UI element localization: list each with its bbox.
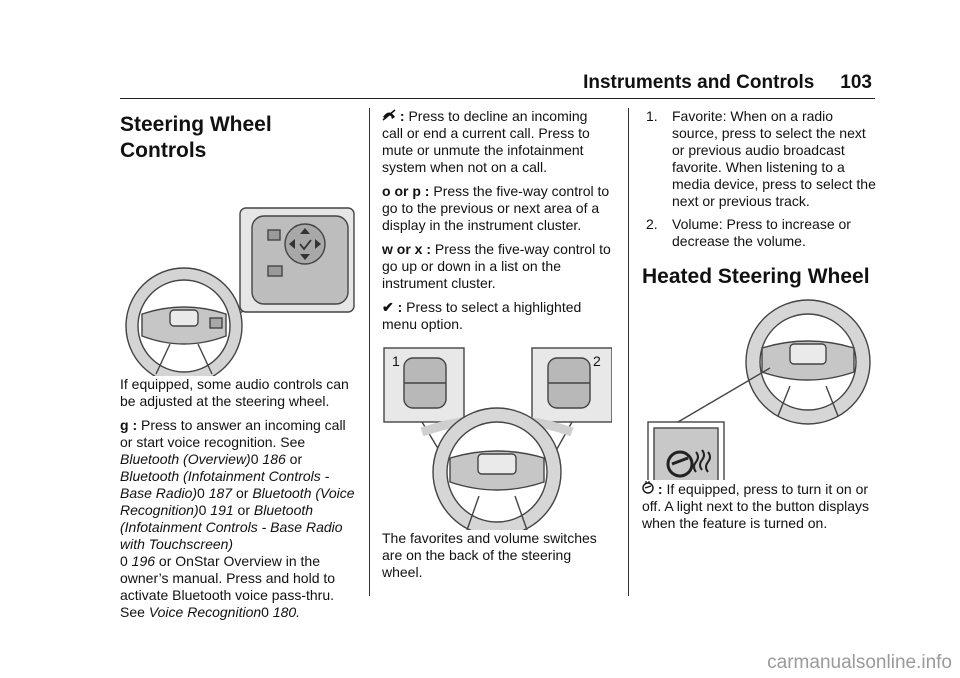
checkmark-icon: ✔ bbox=[382, 299, 394, 315]
page-ref-icon: 0 bbox=[261, 604, 269, 620]
heated-button-description: : If equipped, press to turn it on or off. A light next to the button displays when the feature is turned on. bbox=[642, 481, 870, 531]
figure-label-2: 2 bbox=[593, 353, 601, 369]
page-number: 103 bbox=[840, 72, 872, 93]
watermark: carmanualsonline.info bbox=[767, 652, 952, 673]
section-heading: Steering Wheel Controls bbox=[120, 113, 272, 162]
right-arrow-icon: p bbox=[412, 183, 421, 199]
steering-wheel-controls-illustration bbox=[120, 164, 356, 376]
column-3 bbox=[642, 108, 876, 539]
figure-label-1: 1 bbox=[392, 353, 400, 369]
select-description: ✔ : Press to select a highlighted menu option. bbox=[382, 299, 582, 332]
up-arrow-icon: w bbox=[382, 241, 393, 257]
list-item: 1. Favorite: When on a radio source, press to select the next or previous audio broadcast favorite. When listening to a media device, press to select the next or previous track. bbox=[646, 108, 876, 209]
cross-reference: Bluetooth (Infotainment Controls - Base Radio) bbox=[120, 468, 330, 501]
intro-text: If equipped, some audio controls can be adjusted at the steering wheel. bbox=[120, 376, 349, 409]
page-ref-icon: 0 bbox=[198, 502, 207, 518]
decline-button-description: : Press to decline an incoming call or end a current call. Press to mute or unmute the infotainment system when not on a call. bbox=[382, 108, 590, 175]
phone-hangup-icon bbox=[382, 109, 396, 121]
header-rule bbox=[120, 98, 875, 99]
list-item: 2. Volume: Press to increase or decrease the volume. bbox=[646, 216, 851, 249]
column-1 bbox=[120, 108, 356, 628]
page-ref-icon: 0 bbox=[120, 553, 128, 569]
section-heading: Heated Steering Wheel bbox=[642, 265, 870, 288]
voice-recognition-icon: g bbox=[120, 417, 129, 433]
column-divider bbox=[628, 108, 629, 596]
voice-button-description: g : Press to answer an incoming call or start voice recognition. See Bluetooth (Overview)0 186 or Bluetooth (Infotainment Controls - Base Radio)0 187 or Bluetooth (Voice Recognition)0 191 or Bluetooth (Infotainment Controls - Base Radio with Touchscreen) 0 196 or OnStar Overview in the owner’s manual. Press and hold to activate Bluetooth voice pass-thru. See Voice Recognition0 180. bbox=[120, 417, 355, 620]
cross-reference: Bluetooth (Voice Recognition) bbox=[120, 485, 355, 518]
page-ref-icon: 0 bbox=[250, 451, 259, 467]
section-title: Instruments and Controls bbox=[583, 72, 815, 93]
down-arrow-icon: x bbox=[414, 241, 423, 257]
cross-reference: Voice Recognition bbox=[148, 604, 262, 620]
left-arrow-icon: o bbox=[382, 183, 391, 199]
figure-caption: The favorites and volume switches are on the back of the steering wheel. bbox=[382, 530, 597, 580]
cross-reference: Bluetooth (Overview) bbox=[120, 451, 251, 467]
column-2 bbox=[382, 108, 612, 588]
cross-reference: Bluetooth (Infotainment Controls - Base Radio with Touchscreen) bbox=[120, 502, 343, 552]
numbered-list bbox=[642, 108, 876, 250]
left-right-description: o or p : Press the five-way control to go to the previous or next area of a display in the instrument cluster. bbox=[382, 183, 610, 233]
heated-steering-wheel-illustration bbox=[642, 290, 876, 480]
heated-wheel-icon bbox=[642, 480, 654, 494]
up-down-description: w or x : Press the five-way control to go up or down in a list on the instrument cluster. bbox=[382, 241, 611, 291]
rear-switches-illustration bbox=[382, 340, 612, 530]
column-divider bbox=[369, 108, 370, 596]
page-header bbox=[583, 72, 872, 94]
page-ref-icon: 0 bbox=[197, 485, 205, 501]
